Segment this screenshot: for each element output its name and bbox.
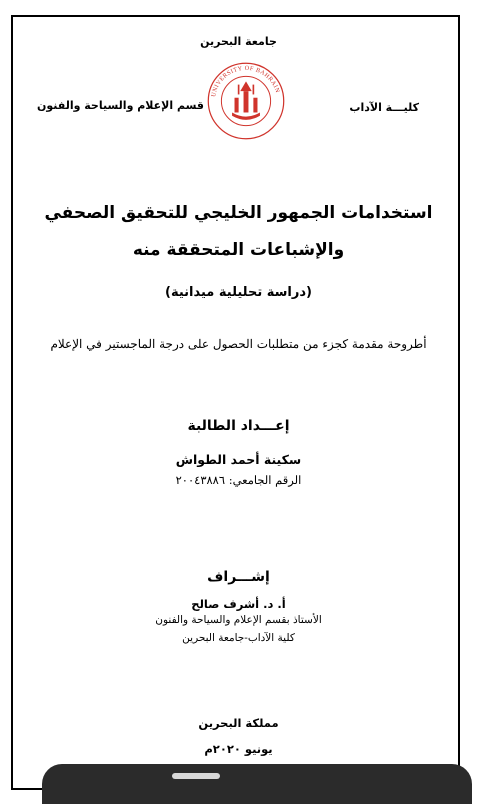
student-name: سكينة أحمد الطواش: [175, 452, 302, 467]
country-name: مملكة البحرين: [198, 716, 279, 730]
logo-ring-text: UNIVERSITY OF BAHRAIN: [211, 65, 281, 98]
submission-date: يونيو ٢٠٢٠م: [204, 742, 273, 756]
supervisor-title: الأستاذ بقسم الإعلام والسياحة والفنون: [155, 614, 322, 626]
student-id-value: ٢٠٠٤٣٨٨٦: [175, 473, 226, 487]
thesis-title-line2: والإشباعات المتحققة منه: [132, 240, 345, 260]
supervision-label: إشـــراف: [207, 569, 270, 585]
thesis-title-line1: استخدامات الجمهور الخليجي للتحقيق الصحفي: [44, 203, 433, 223]
supervisor-name: أ. د. أشرف صالح: [191, 597, 286, 611]
faculty-name: كليـــة الآداب: [349, 101, 419, 114]
university-logo: [205, 60, 287, 142]
student-id-label: الرقم الجامعي:: [228, 473, 302, 487]
prepared-by-label: إعـــداد الطالبة: [187, 418, 290, 434]
supervisor-affiliation: كلية الآداب-جامعة البحرين: [182, 632, 295, 644]
department-name: قسم الإعلام والسياحة والفنون: [37, 99, 204, 112]
student-id-line: [0, 473, 477, 487]
bottom-handle[interactable]: [172, 773, 220, 779]
university-name: جامعة البحرين: [200, 35, 277, 48]
thesis-subtitle: (دراسة تحليلية ميدانية): [165, 285, 312, 300]
bottom-overlay-bar[interactable]: [42, 764, 472, 804]
thesis-statement: أطروحة مقدمة كجزء من متطلبات الحصول على درجة الماجستير في الإعلام: [50, 337, 427, 351]
